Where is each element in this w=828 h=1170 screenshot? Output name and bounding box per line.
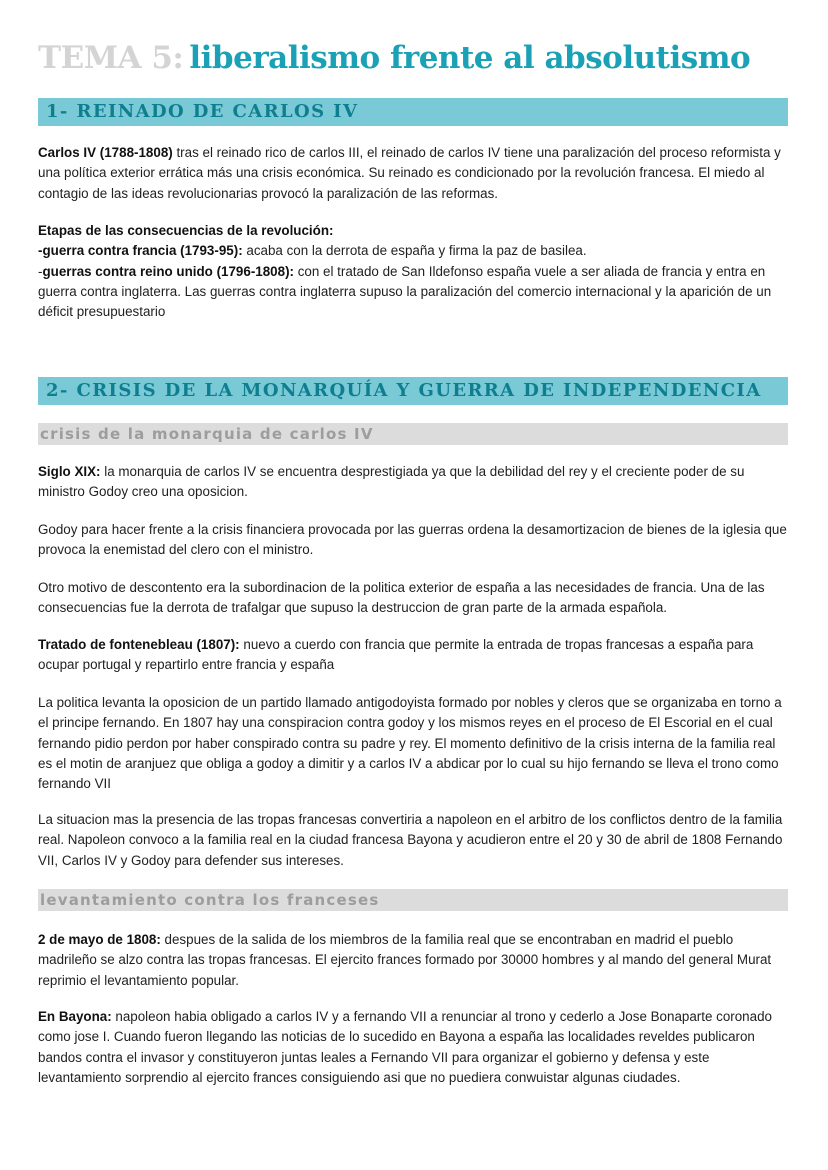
subsection-header-crisis bbox=[38, 423, 788, 445]
section-1-heading: 1- REINADO DE CARLOS IV bbox=[46, 101, 359, 122]
section-2-header bbox=[38, 377, 788, 405]
section-1-header bbox=[38, 98, 788, 126]
etapas-heading: Etapas de las consecuencias de la revolución: bbox=[38, 223, 334, 238]
paragraph-dos-de-mayo: 2 de mayo de 1808: despues de la salida de los miembros de la familia real que se encontraban en madrid el pueblo madrileño se alzo contra las tropas francesas. El ejercito frances formado por 30000 hombres y al mando del general Murat reprimio el levantamiento popular. bbox=[38, 932, 772, 988]
term: -guerra contra francia (1793-95): bbox=[38, 243, 243, 259]
term: En Bayona: bbox=[38, 1009, 112, 1024]
term: Siglo XIX: bbox=[38, 464, 101, 479]
paragraph-politica: La politica levanta la oposicion de un partido llamado antigodoyista formado por nobles y cleros que se organizaba en torno a el principe fernando. En 1807 hay una conspiracion contra godoy y los mismos reyes en el proceso de El Escorial en el cual fernando pidio perdon por haber conspirado contra su padre y rey. El momento definitivo de la crisis interna de la familia real es el motin de aranjuez que obliga a godoy a dimitir y a carlos IV a abdicar por lo cual su hijo fernando se lleva el trono como fernando VII bbox=[38, 695, 782, 792]
paragraph-carlos-iv: Carlos IV (1788-1808) tras el reinado rico de carlos III, el reinado de carlos IV tiene una paralización del proceso reformista y una política exterior errática más una crisis económica. Su reinado es condicionado por la revolución francesa. El miedo al contagio de las ideas revolucionarias provocó la paralización de las reformas. bbox=[38, 145, 781, 201]
subsection-heading: levantamiento contra los franceses bbox=[40, 891, 380, 909]
page-title bbox=[38, 36, 750, 80]
paragraph-descontento: Otro motivo de descontento era la subordinacion de la politica exterior de españa a las necesidades de francia. Una de las consecuencias fue la derrota de trafalgar que supuso la destruccion de gran parte de la armada española. bbox=[38, 580, 765, 616]
paragraph-fontenebleau: Tratado de fontenebleau (1807): nuevo a cuerdo con francia que permite la entrada de tropas francesas a españa para ocupar portugal y repartirlo entre francia y españa bbox=[38, 637, 754, 673]
term: Carlos IV (1788-1808) bbox=[38, 145, 173, 160]
subsection-header-levantamiento bbox=[38, 889, 788, 911]
paragraph-godoy: Godoy para hacer frente a la crisis financiera provocada por las guerras ordena la desamortizacion de bienes de la iglesia que provoca la enemistad del clero con el ministro. bbox=[38, 522, 787, 558]
paragraph-siglo-xix: Siglo XIX: la monarquia de carlos IV se encuentra desprestigiada ya que la debilidad del rey y el creciente poder de su ministro Godoy creo una oposicion. bbox=[38, 464, 745, 500]
term: Tratado de fontenebleau (1807): bbox=[38, 637, 240, 652]
term: guerras contra reino unido (1796-1808): bbox=[42, 263, 294, 279]
term: 2 de mayo de 1808: bbox=[38, 932, 161, 947]
title-prefix: TEMA 5: bbox=[38, 40, 184, 76]
title-main: liberalismo frente al absolutismo bbox=[189, 40, 751, 76]
paragraph-situacion: La situacion mas la presencia de las tropas francesas convertiria a napoleon en el arbitro de los conflictos dentro de la familia real. Napoleon convoco a la familia real en la ciudad francesa Bayona y acudieron entre el 20 y 30 de abril de 1808 Fernando VII, Carlos IV y Godoy para defender sus intereses. bbox=[38, 812, 783, 868]
paragraph-bayona: En Bayona: napoleon habia obligado a carlos IV y a fernando VII a renunciar al trono y cederlo a Jose Bonaparte coronado como jose I. Cuando fueron llegando las noticias de lo sucedido en Bayona a españa las localidades reveldes publicaron bandos contra el invasor y constituyeron juntas leales a Fernando VII para organizar el gobierno y defensa y este levantamiento sorprendio al ejercito frances consiguiendo asi que no puediera conwuistar algunas ciudades. bbox=[38, 1009, 772, 1085]
paragraph-etapas: Etapas de las consecuencias de la revolución: -guerra contra francia (1793-95): acaba con la derrota de españa y firma la paz de basilea. -guerras contra reino unido (1796-1808): con el tratado de San Ildefonso españa vuele a ser aliada de francia y entra en guerra contra inglaterra. Las guerras contra inglaterra supuso la paralización del comercio internacional y la aparición de un déficit presupuestario bbox=[38, 223, 772, 320]
subsection-heading: crisis de la monarquia de carlos IV bbox=[40, 425, 374, 443]
section-2-heading: 2- CRISIS DE LA MONARQUÍA Y GUERRA DE INDEPENDENCIA bbox=[46, 380, 762, 401]
